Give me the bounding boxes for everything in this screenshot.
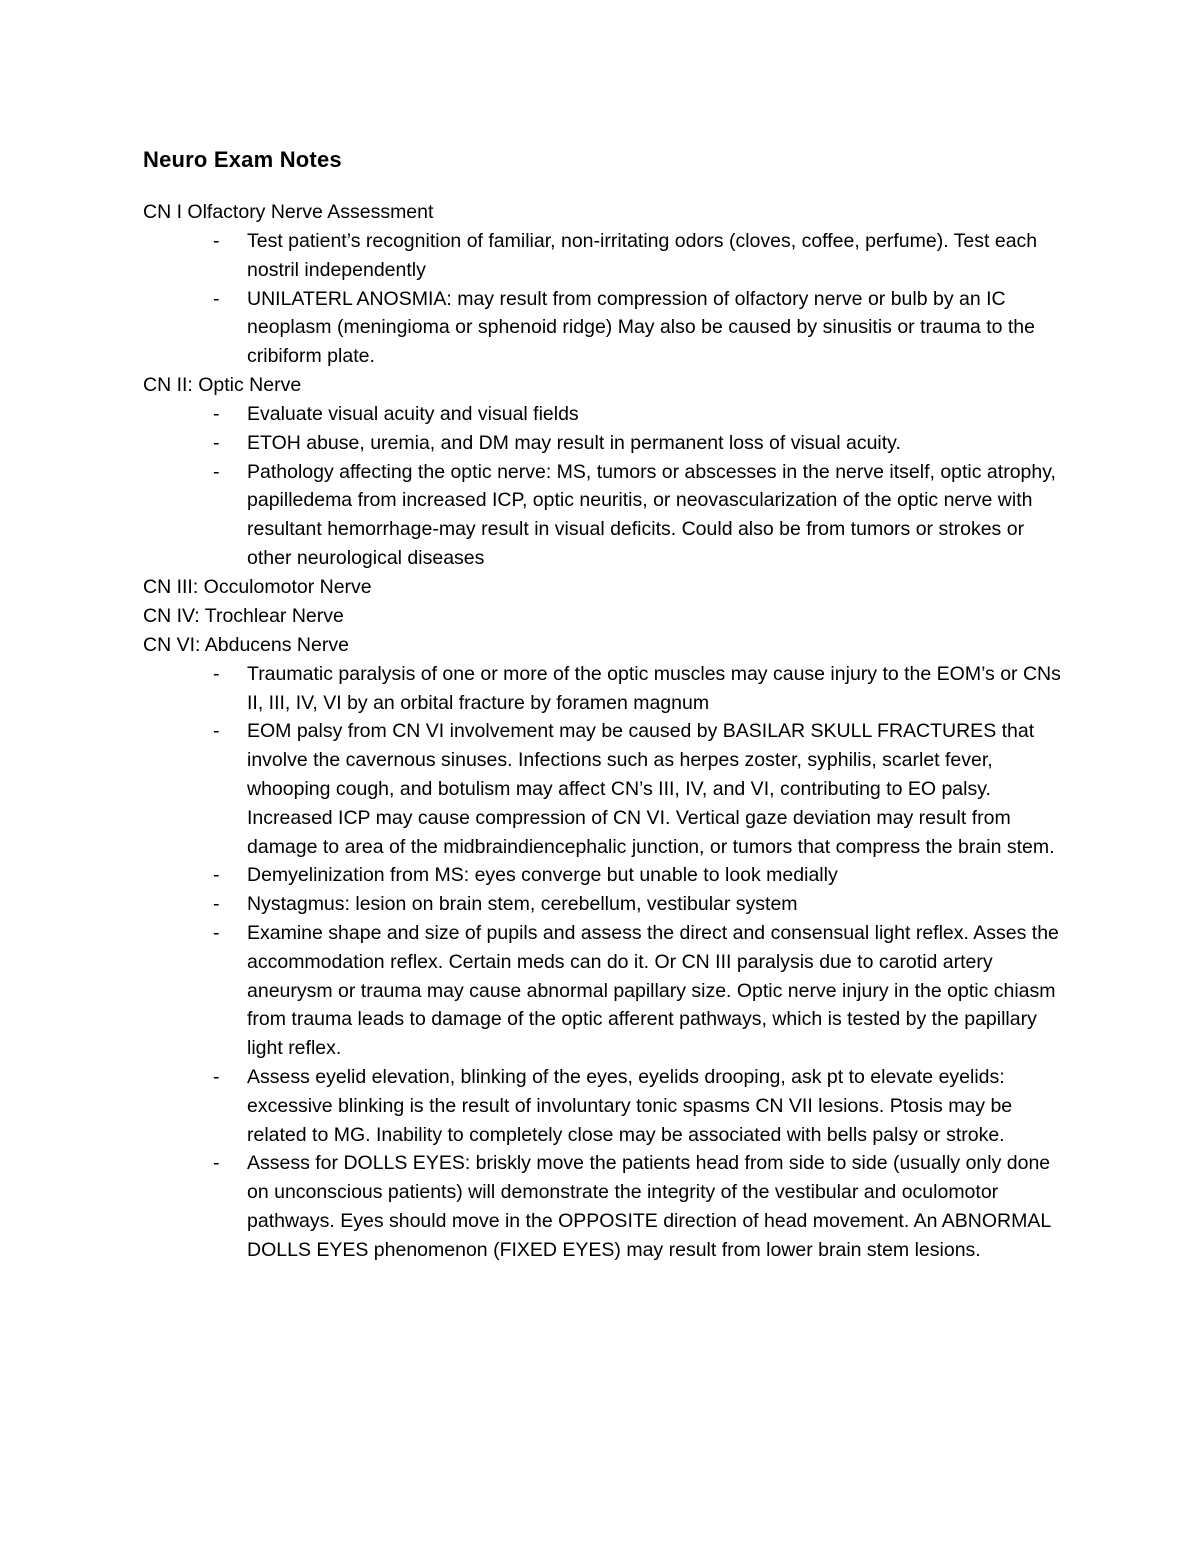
bullet-dash: - <box>213 1065 220 1088</box>
bullet-text: Test patient’s recognition of familiar, non-irritating odors (cloves, coffee, perfume). Test each nostril independently <box>247 230 1038 281</box>
section <box>143 631 1073 1265</box>
section <box>143 371 1073 573</box>
bullet-dash: - <box>213 431 220 454</box>
section-heading: CN II: Optic Nerve <box>143 373 302 396</box>
bullet-text: UNILATERL ANOSMIA: may result from compression of olfactory nerve or bulb by an IC neoplasm (meningioma or sphenoid ridge) May also be caused by sinusitis or trauma to the cribiform plate. <box>247 287 1035 368</box>
bullet-item <box>143 429 1067 458</box>
bullet-dash: - <box>213 402 220 425</box>
bullet-text: ETOH abuse, uremia, and DM may result in permanent loss of visual acuity. <box>247 431 901 454</box>
bullet-item <box>143 717 1067 861</box>
section-heading: CN VI: Abducens Nerve <box>143 633 349 656</box>
bullet-item <box>143 227 1067 285</box>
section-heading: CN IV: Trochlear Nerve <box>143 604 344 627</box>
section <box>143 198 1073 371</box>
bullet-dash: - <box>213 921 220 944</box>
bullet-item <box>143 660 1067 718</box>
bullet-item <box>143 458 1067 573</box>
document-title: Neuro Exam Notes <box>143 147 342 172</box>
bullet-dash: - <box>213 893 220 916</box>
bullet-list <box>143 660 1073 1265</box>
section <box>143 602 1073 631</box>
document-body <box>143 142 1073 1265</box>
section-heading: CN I Olfactory Nerve Assessment <box>143 201 434 223</box>
section-heading: CN III: Occulomotor Nerve <box>143 575 372 598</box>
bullet-text: Examine shape and size of pupils and assess the direct and consensual light reflex. Asses the accommodation reflex. Certain meds can do it. Or CN III paralysis due to carotid artery aneurysm or trauma may cause abnormal papillary size. Optic nerve injury in the optic chiasm from trauma leads to damage of the optic afferent pathways, which is tested by the papillary light reflex. <box>247 921 1059 1060</box>
bullet-text: Assess for DOLLS EYES: briskly move the patients head from side to side (usually only done on unconscious patients) will demonstrate the integrity of the vestibular and oculomotor pathways. Eyes should move in the OPPOSITE direction of head movement. An ABNORMAL DOLLS EYES phenomenon (FIXED EYES) may result from lower brain stem lesions. <box>247 1152 1051 1261</box>
bullet-text: Traumatic paralysis of one or more of the optic muscles may cause injury to the EOM’s or CNs II, III, IV, VI by an orbital fracture by foramen magnum <box>247 662 1061 714</box>
section <box>143 573 1073 602</box>
bullet-list <box>143 227 1073 371</box>
sections-container <box>143 198 1073 1265</box>
bullet-text: Evaluate visual acuity and visual fields <box>247 402 579 425</box>
bullet-dash: - <box>213 230 220 252</box>
bullet-text: Assess eyelid elevation, blinking of the eyes, eyelids drooping, ask pt to elevate eyelids: excessive blinking is the result of involuntary tonic spasms CN VII lesions. Ptosis may be related to MG. Inability to completely close may be associated with bells palsy or stroke. <box>247 1065 1013 1146</box>
bullet-text: EOM palsy from CN VI involvement may be caused by BASILAR SKULL FRACTURES that involve the cavernous sinuses. Infections such as herpes zoster, syphilis, scarlet fever, whooping cough, and botulism may affect CN’s III, IV, and VI, contributing to EO palsy. Increased ICP may cause compression of CN VI. Vertical gaze deviation may result from damage to area of the midbraindiencephalic junction, or tumors that compress the brain stem. <box>247 720 1055 858</box>
bullet-dash: - <box>213 287 220 310</box>
bullet-dash: - <box>213 720 220 743</box>
bullet-list <box>143 400 1073 573</box>
bullet-item <box>143 890 1067 919</box>
bullet-item <box>143 861 1067 890</box>
bullet-item <box>143 400 1067 429</box>
bullet-text: Nystagmus: lesion on brain stem, cerebellum, vestibular system <box>247 893 798 916</box>
bullet-dash: - <box>213 1152 220 1175</box>
bullet-dash: - <box>213 460 220 483</box>
bullet-text: Pathology affecting the optic nerve: MS, tumors or abscesses in the nerve itself, optic atrophy, papilledema from increased ICP, optic neuritis, or neovascularization of the optic nerve with resultant hemorrhage-may result in visual deficits. Could also be from tumors or strokes or other neurological diseases <box>247 460 1056 569</box>
bullet-item <box>143 285 1067 371</box>
bullet-dash: - <box>213 864 220 887</box>
bullet-item <box>143 1063 1067 1149</box>
bullet-text: Demyelinization from MS: eyes converge but unable to look medially <box>247 864 838 887</box>
bullet-item <box>143 919 1067 1063</box>
bullet-dash: - <box>213 662 220 685</box>
bullet-item <box>143 1149 1067 1264</box>
